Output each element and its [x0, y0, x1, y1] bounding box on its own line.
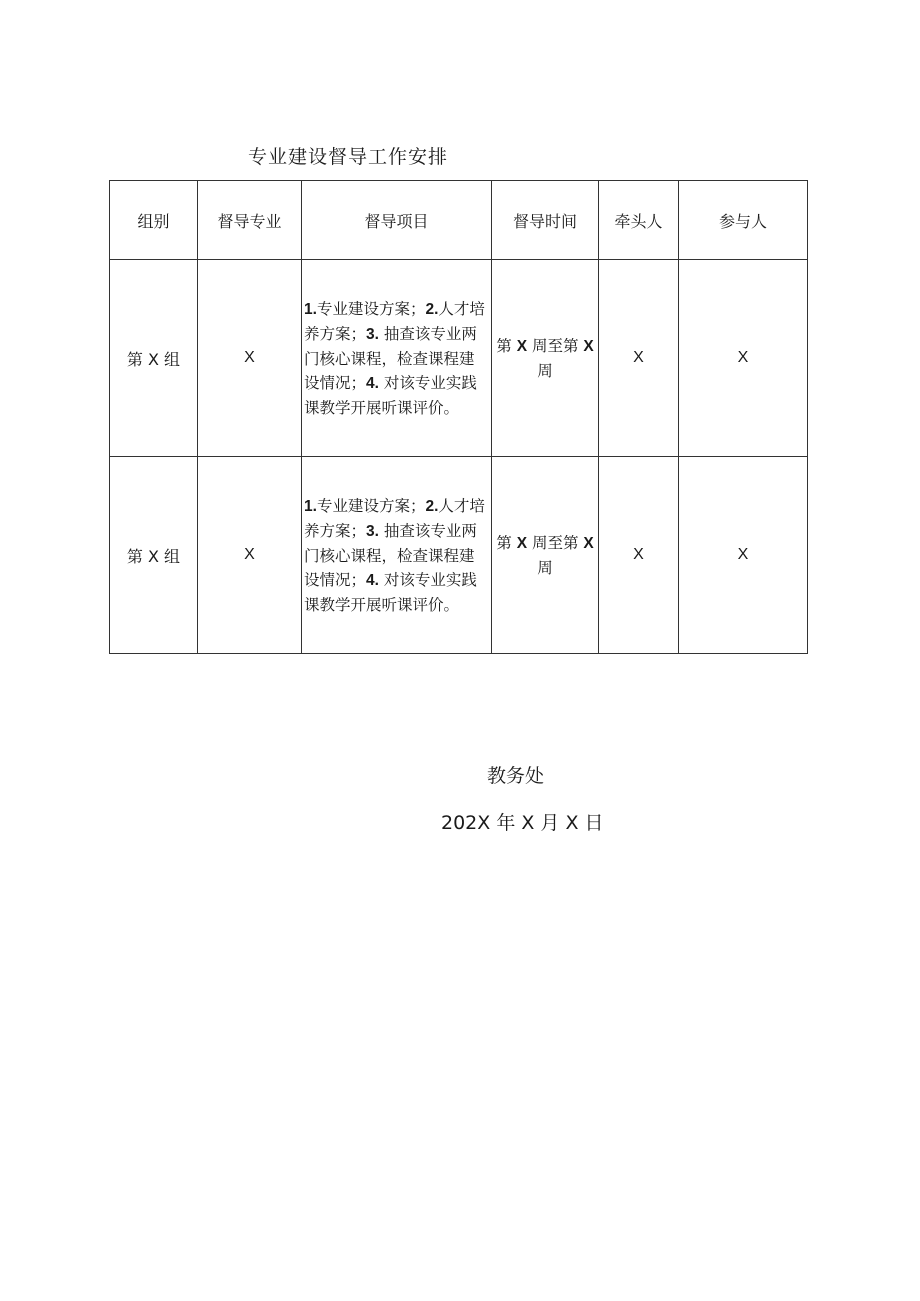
time-end-week: X	[583, 337, 594, 355]
document-title: 专业建设督导工作安排	[248, 146, 449, 168]
time-text: 第	[496, 336, 517, 355]
item-number: 3.	[366, 325, 379, 343]
lead-cell: X	[599, 260, 679, 457]
time-text: 周至第	[527, 533, 584, 552]
group-cell: 第 X 组	[110, 457, 198, 654]
time-start-week: X	[516, 534, 528, 552]
items-cell	[302, 457, 492, 654]
item-text: 人才培养方案；	[304, 496, 485, 540]
header-group: 组别	[110, 181, 198, 260]
major-cell: X	[198, 457, 302, 654]
participants-cell: X	[679, 457, 808, 654]
item-number: 2.	[425, 300, 439, 318]
time-start-week: X	[516, 337, 528, 355]
item-number: 1.	[304, 497, 317, 515]
item-number: 1.	[304, 300, 317, 318]
schedule-table	[109, 180, 808, 654]
item-text: 专业建设方案；	[316, 496, 426, 515]
header-time: 督导时间	[492, 181, 599, 260]
item-text: 专业建设方案；	[316, 299, 426, 318]
item-number: 3.	[366, 522, 379, 540]
item-text: 抽查该专业两门核心课程，检查课程建设情况；	[304, 324, 477, 392]
table-header-row	[110, 181, 808, 260]
header-lead: 牵头人	[599, 181, 679, 260]
item-text: 对该专业实践课教学开展听课评价。	[304, 373, 477, 417]
time-end-week: X	[583, 534, 594, 552]
header-participants: 参与人	[679, 181, 808, 260]
table-row	[110, 260, 808, 457]
item-text: 对该专业实践课教学开展听课评价。	[304, 570, 477, 614]
issuer-signature: 教务处	[487, 765, 545, 787]
time-cell	[492, 457, 599, 654]
table-row	[110, 457, 808, 654]
header-major: 督导专业	[198, 181, 302, 260]
item-text: 人才培养方案；	[304, 299, 485, 343]
item-number: 4.	[366, 571, 379, 589]
major-cell: X	[198, 260, 302, 457]
item-text: 抽查该专业两门核心课程，检查课程建设情况；	[304, 521, 477, 589]
items-cell	[302, 260, 492, 457]
group-cell: 第 X 组	[110, 260, 198, 457]
time-text: 第	[496, 533, 517, 552]
item-number: 4.	[366, 374, 379, 392]
item-number: 2.	[425, 497, 439, 515]
time-text: 周	[537, 361, 553, 380]
header-items: 督导项目	[302, 181, 492, 260]
participants-cell: X	[679, 260, 808, 457]
time-text: 周	[537, 558, 553, 577]
time-cell	[492, 260, 599, 457]
issue-date: 202X 年 X 月 X 日	[441, 812, 604, 834]
lead-cell: X	[599, 457, 679, 654]
time-text: 周至第	[527, 336, 584, 355]
